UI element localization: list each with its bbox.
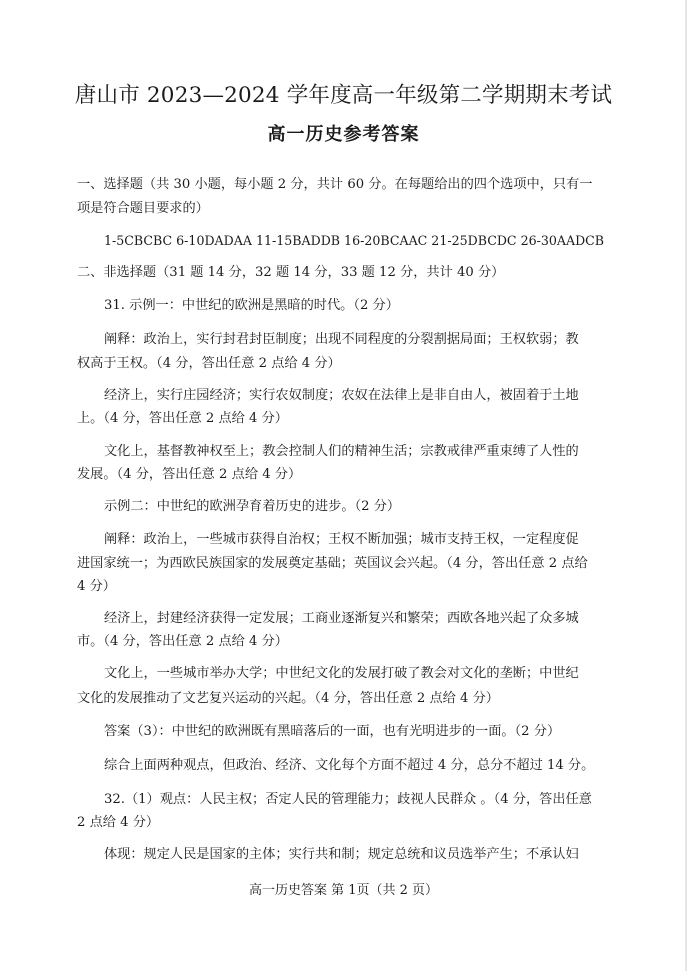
section1-heading-line1: 一、选择题（共 30 小题，每小题 2 分，共计 60 分。在每题给出的四个选项中，只有一 [77,177,593,192]
q31-e1-culture-line2: 发展。（4 分，答出任意 2 点给 4 分） [77,467,302,482]
q31-e1-culture-line1: 文化上，基督教神权至上；教会控制人们的精神生活；宗教戒律严重束缚了人性的 [104,444,579,459]
q31-e2-politics-line2: 进国家统一；为西欧民族国家的发展奠定基础；英国议会兴起。（4 分，答出任意 2 点给 [77,556,588,571]
q31-e1-economy-line2: 上。（4 分，答出任意 2 点给 4 分） [77,411,288,426]
q32-line1: 32.（1）观点：人民主权；否定人民的管理能力；歧视人民群众 。（4 分，答出任意 [104,792,592,807]
q32-line3: 体现：规定人民是国家的主体；实行共和制；规定总统和议员选举产生；不承认妇 [104,847,579,862]
q31-e1-economy-line1: 经济上，实行庄园经济；实行农奴制度；农奴在法律上是非自由人，被固着于土地 [104,388,579,403]
document-subtitle: 高一历史参考答案 [267,124,420,145]
q31-e2-politics-line1: 阐释：政治上，一些城市获得自治权；王权不断加强；城市支持王权，一定程度促 [104,532,579,547]
section2-heading: 二、非选择题（31 题 14 分，32 题 14 分，33 题 12 分，共计 40 分） [77,265,505,280]
q32-line2: 2 点给 4 分） [77,815,160,830]
q31-e2-economy-line2: 市。（4 分，答出任意 2 点给 4 分） [77,634,288,649]
multiple-choice-answers: 1-5CBCBC 6-10DADAA 11-15BADDB 16-20BCAAC 21-25DBCDC 26-30AADCB [104,233,605,248]
q31-e2-culture-line2: 文化的发展推动了文艺复兴运动的兴起。（4 分，答出任意 2 点给 4 分） [77,691,499,706]
q31-summary: 综合上面两种观点，但政治、经济、文化每个方面不超过 4 分，总分不超过 14 分。 [104,758,595,773]
q31-e2-culture-line1: 文化上，一些城市举办大学；中世纪文化的发展打破了教会对文化的垄断；中世纪 [104,666,579,681]
document-title: 唐山市 2023—2024 学年度高一年级第二学期期末考试 [74,83,613,108]
q31-e2-economy-line1: 经济上，封建经济获得一定发展；工商业逐渐复兴和繁荣；西欧各地兴起了众多城 [104,611,579,626]
q31-e2-politics-line3: 4 分） [77,579,116,594]
page-footer: 高一历史答案 第 1页（共 2 页） [248,883,439,898]
section1-heading-line2: 项是符合题目要求的） [77,201,209,216]
q31-answer3: 答案（3）：中世纪的欧洲既有黑暗落后的一面，也有光明进步的一面。（2 分） [104,724,561,739]
q31-e1-politics-line2: 权高于王权。（4 分，答出任意 2 点给 4 分） [77,356,341,371]
q31-e1-politics-line1: 阐释：政治上，实行封君封臣制度；出现不同程度的分裂割据局面；王权软弱；教 [104,332,579,347]
q31-example1-claim: 31. 示例一：中世纪的欧洲是黑暗的时代。（2 分） [104,298,399,313]
q31-example2-claim: 示例二：中世纪的欧洲孕育着历史的进步。（2 分） [104,499,401,514]
